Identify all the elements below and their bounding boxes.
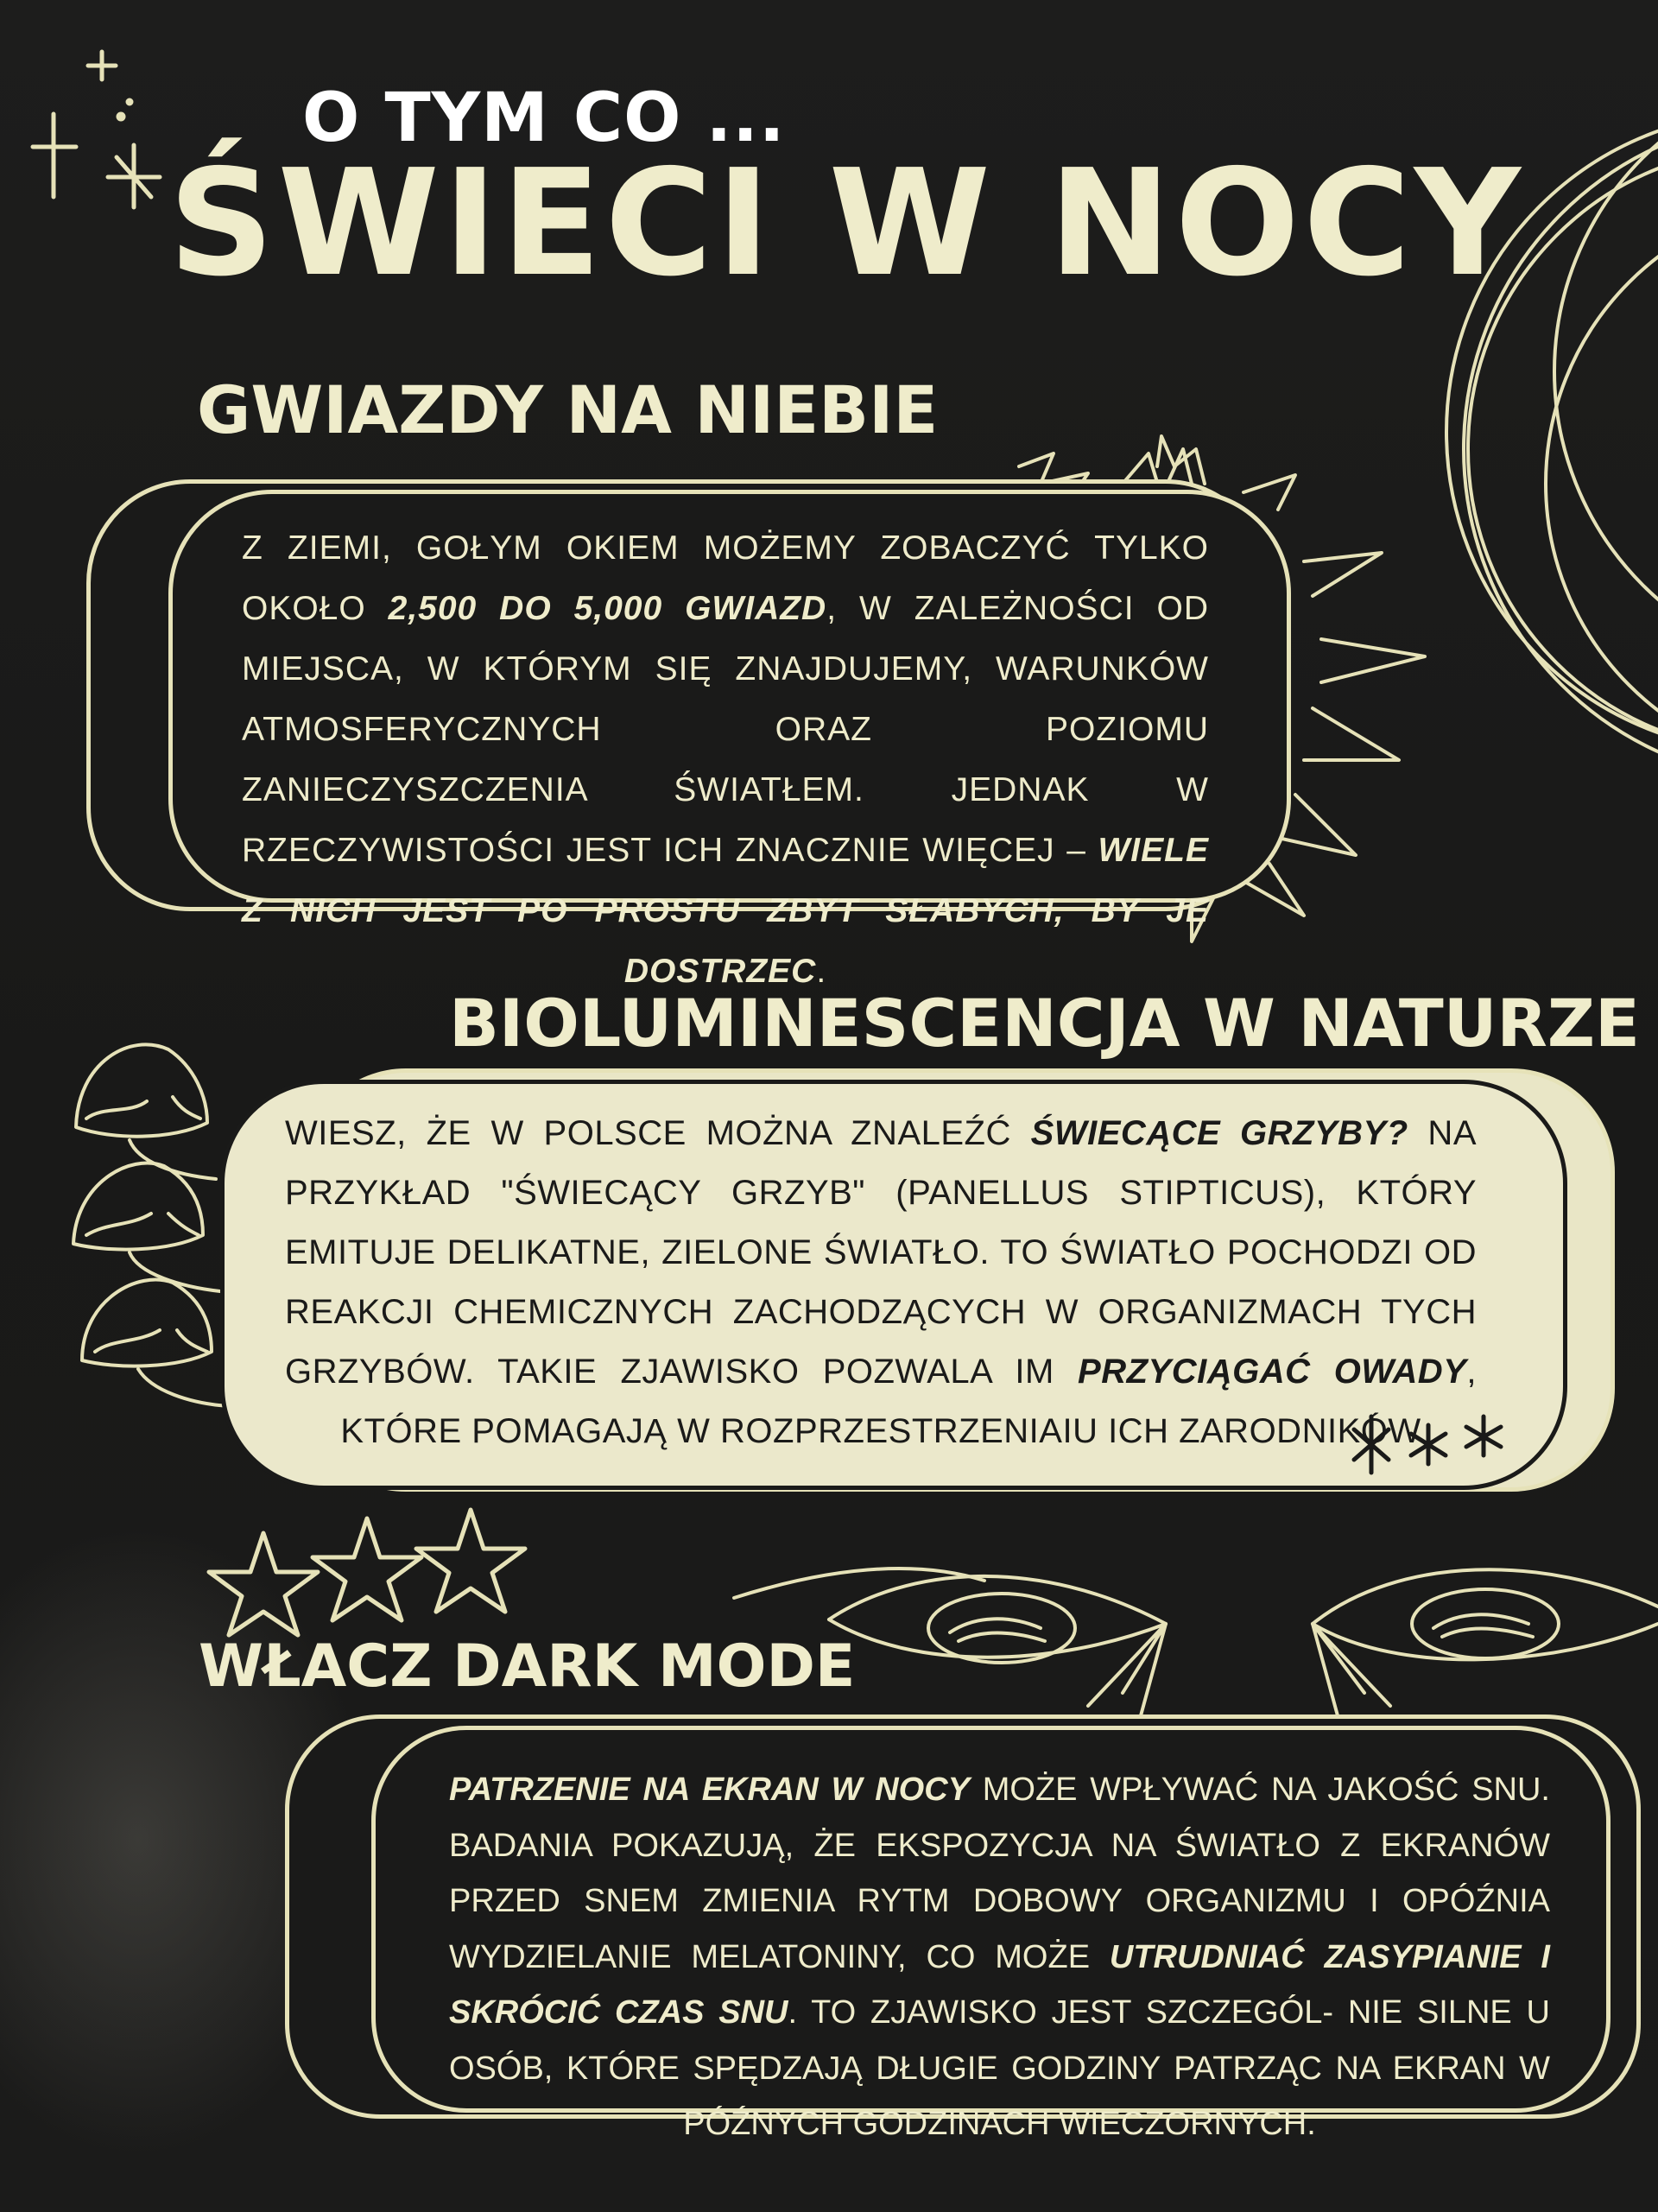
kicker-text: O TYM CO ...: [302, 79, 786, 157]
card-dark-text: PATRZENIE NA EKRAN W NOCY MOŻE WPŁYWAĆ NA JAKOŚĆ SNU. BADANIA POKAZUJĄ, ŻE EKSPOZYCJA NA ŚWIATŁO Z EKRANÓW PRZED SNEM ZMIENIA RYTM DOBOWY ORGANIZMU I OPÓŹNIA WYDZIELANIE MELATONINY, CO MOŻE UTRUDNIAĆ ZASYPIANIE I SKRÓCIĆ CZAS SNU. TO ZJAWISKO JEST SZCZEGÓL- NIE SILNE U OSÓB, KTÓRE SPĘDZAJĄ DŁUGIE GODZINY PATRZĄC NA EKRAN W PÓŹNYCH GODZINACH WIECZORNYCH.: [449, 1772, 1550, 2142]
eye-icon: [734, 1569, 1658, 1719]
sparkle-icon: [33, 52, 160, 207]
card-stars-text: Z ZIEMI, GOŁYM OKIEM MOŻEMY ZOBACZYĆ TYLKO OKOŁO 2,500 DO 5,000 GWIAZD, W ZALEŻNOŚCI OD MIEJSCA, W KTÓRYM SIĘ ZNAJDUJEMY, WARUNKÓW ATMOSFERYCZNYCH ORAZ POZIOMU ZANIECZYSZCZENIA ŚWIATŁEM. JEDNAK W RZECZYWISTOŚCI JEST ICH ZNACZNIE WIĘCEJ – WIELE Z NICH JEST PO PROSTU ZBYT SŁABYCH, BY JE DOSTRZEC.: [242, 529, 1209, 990]
section-heading-bioluminescence: BIOLUMINESCENCJA W NATURZE: [449, 985, 1640, 1062]
card-bio-text: WIESZ, ŻE W POLSCE MOŻNA ZNALEŹĆ ŚWIECĄCE GRZYBY? NA PRZYKŁAD "ŚWIECĄCY GRZYB" (PANELLUS STIPTICUS), KTÓRY EMITUJE DELIKATNE, ZIELONE ŚWIATŁO. TO ŚWIATŁO POCHODZI OD REAKCJI CHEMICZNYCH ZACHODZĄCYCH W ORGANIZMACH TYCH GRZYBÓW. TAKIE ZJAWISKO POZWALA IM PRZYCIĄGAĆ OWADY, KTÓRE POMAGAJĄ W ROZPRZESTRZENIAIU ICH ZARODNIKÓW: [285, 1114, 1477, 1450]
section-heading-dark-mode: WŁACZ DARK MODE: [199, 1632, 856, 1701]
mushroom-icon: [73, 1044, 229, 1406]
page-title: ŚWIECI W NOCY: [168, 138, 1524, 309]
section-heading-stars: GWIAZDY NA NIEBIE: [197, 371, 939, 448]
star-outline-icon: [209, 1510, 525, 1635]
